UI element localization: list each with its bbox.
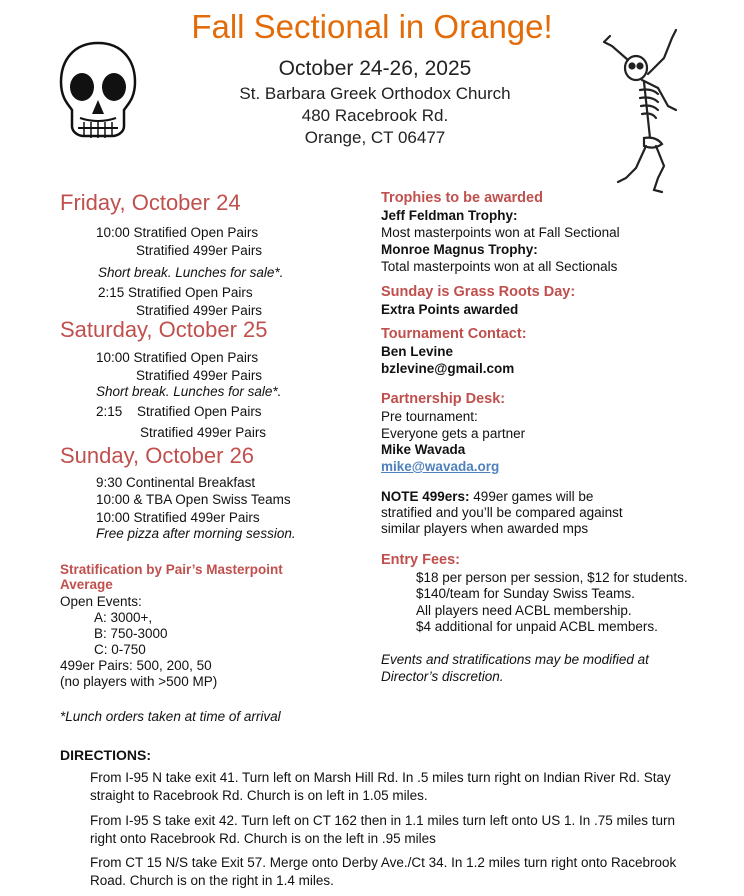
schedule-line: 10:00 Stratified 499er Pairs xyxy=(96,510,260,525)
friday-heading: Friday, October 24 xyxy=(60,190,241,215)
schedule-line: Stratified 499er Pairs xyxy=(136,303,263,318)
strat-note: (no players with >500 MP) xyxy=(60,674,218,689)
partnership-line: Pre tournament: xyxy=(381,409,478,424)
partnership-line: Everyone gets a partner xyxy=(381,426,526,441)
venue-name: St. Barbara Greek Orthodox Church xyxy=(239,84,511,103)
schedule-line: 10:00 Stratified Open Pairs xyxy=(96,225,259,240)
trophy-1-name: Jeff Feldman Trophy: xyxy=(381,208,518,223)
fee-line: All players need ACBL membership. xyxy=(416,603,632,618)
schedule-note: Free pizza after morning session. xyxy=(96,526,296,541)
grassroots-text: Extra Points awarded xyxy=(381,302,519,317)
note-499ers-text: 499er games will be xyxy=(469,489,594,504)
lunch-note: *Lunch orders taken at time of arrival xyxy=(60,709,281,724)
fees-heading: Entry Fees: xyxy=(381,552,460,568)
partnership-name: Mike Wavada xyxy=(381,442,466,457)
note-499ers-line: stratified and you’ll be compared against xyxy=(381,505,623,520)
venue-street: 480 Racebrook Rd. xyxy=(301,106,449,125)
schedule-line: 10:00 & TBA Open Swiss Teams xyxy=(96,492,291,507)
trophies-heading: Trophies to be awarded xyxy=(381,190,543,206)
fee-line: $18 per person per session, $12 for students. xyxy=(416,570,688,585)
sunday-heading: Sunday, October 26 xyxy=(60,443,255,468)
venue-city: Orange, CT 06477 xyxy=(304,128,446,147)
schedule-line: Stratified 499er Pairs xyxy=(136,368,263,383)
schedule-line: Stratified 499er Pairs xyxy=(136,243,263,258)
stratification-heading: Stratification by Pair’s Masterpoint xyxy=(60,562,283,577)
schedule-line: Stratified Open Pairs xyxy=(137,404,262,419)
contact-heading: Tournament Contact: xyxy=(381,326,527,342)
open-events-label: Open Events: xyxy=(60,594,142,609)
schedule-note: Short break. Lunches for sale*. xyxy=(96,384,282,399)
direction-from-ct15: From CT 15 N/S take Exit 57. Merge onto Derby Ave./Ct 34. In 1.2 miles turn right onto Racebrook Road. Church is on the right in 1.4 miles. xyxy=(90,855,677,888)
note-499ers-line: similar players when awarded mps xyxy=(381,521,589,536)
trophy-1-desc: Most masterpoints won at Fall Sectional xyxy=(381,225,620,240)
strat-c: C: 0-750 xyxy=(94,642,146,657)
direction-from-i95n: From I-95 N take exit 41. Turn left on Marsh Hill Rd. In .5 miles turn right on Indian River Rd. Stay straight to Racebrook Rd. Church is on left in 1.05 miles. xyxy=(90,770,671,803)
disclaimer-line: Events and stratifications may be modified at xyxy=(381,652,649,667)
strat-a: A: 3000+, xyxy=(94,610,153,625)
partnership-heading: Partnership Desk: xyxy=(381,391,506,407)
directions-heading: DIRECTIONS: xyxy=(60,747,151,763)
schedule-line: 9:30 Continental Breakfast xyxy=(96,475,256,490)
contact-email: bzlevine@gmail.com xyxy=(381,361,515,376)
grassroots-heading: Sunday is Grass Roots Day: xyxy=(381,284,576,300)
strat-b: B: 750-3000 xyxy=(94,626,168,641)
trophy-2-name: Monroe Magnus Trophy: xyxy=(381,242,538,257)
note-499ers xyxy=(381,489,593,504)
partnership-email-link[interactable]: mike@wavada.org xyxy=(381,459,500,474)
disclaimer-line: Director’s discretion. xyxy=(381,669,504,684)
fee-line: $4 additional for unpaid ACBL members. xyxy=(416,619,658,634)
fee-line: $140/team for Sunday Swiss Teams. xyxy=(416,586,635,601)
saturday-heading: Saturday, October 25 xyxy=(60,317,268,342)
direction-from-i95s: From I-95 S take exit 42. Turn left on CT 162 then in 1.1 miles turn left onto US 1. In .75 miles turn right onto Racebrook Rd. Church is on the left in .95 miles xyxy=(90,813,676,846)
page-title: Fall Sectional in Orange! xyxy=(191,8,553,45)
event-dates: October 24-26, 2025 xyxy=(278,57,472,80)
schedule-time: 2:15 xyxy=(96,404,123,419)
contact-name: Ben Levine xyxy=(381,344,454,359)
trophy-2-desc: Total masterpoints won at all Sectionals xyxy=(381,259,618,274)
schedule-line: 2:15 Stratified Open Pairs xyxy=(98,285,253,300)
note-499ers-label: NOTE 499ers: xyxy=(381,489,470,504)
schedule-line: 10:00 Stratified Open Pairs xyxy=(96,350,259,365)
strat-499er: 499er Pairs: 500, 200, 50 xyxy=(60,658,212,673)
stratification-heading-cont: Average xyxy=(60,577,113,592)
schedule-line: Stratified 499er Pairs xyxy=(140,425,267,440)
schedule-note: Short break. Lunches for sale*. xyxy=(98,265,284,280)
